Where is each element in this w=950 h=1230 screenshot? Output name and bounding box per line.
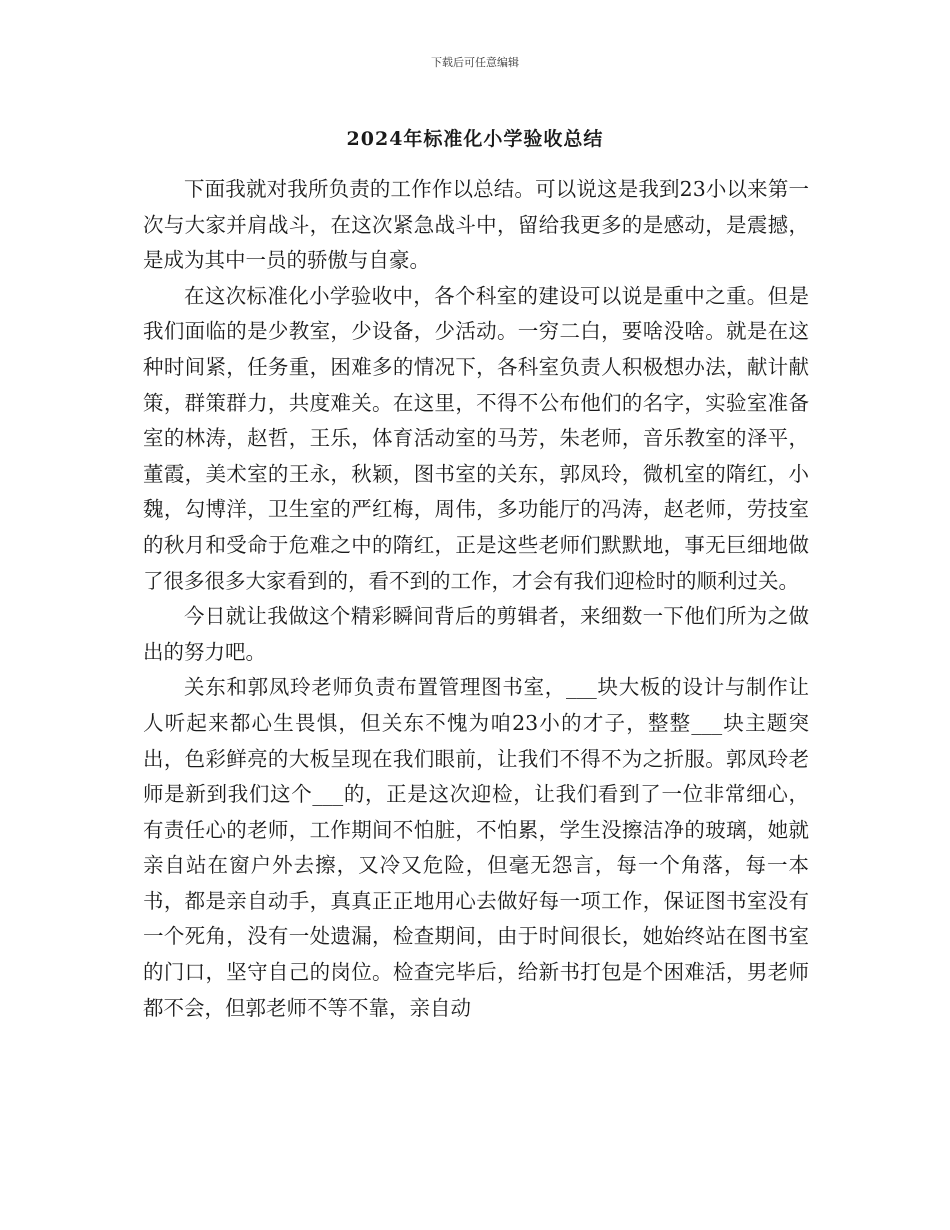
document-title: 2024年标准化小学验收总结	[346, 128, 604, 150]
paragraph-4: 关东和郭凤玲老师负责布置管理图书室，___块大板的设计与制作让人听起来都心生畏惧，但关东不愧为咱23小的才子，整整___块主题突出，色彩鲜亮的大板呈现在我们眼前，让我们不得不为之折服。郭凤玲老师是新到我们这个___的，正是这次迎检，让我们看到了一位非常细心，有责任心的老师，工作期间不怕脏，不怕累，学生没擦洁净的玻璃，她就亲自站在窗户外去擦，又冷又危险，但毫无怨言，每一个角落，每一本书，都是亲自动手，真真正正地用心去做好每一项工作，保证图书室没有一个死角，没有一处遗漏，检查期间，由于时间很长，她始终站在图书室的门口，坚守自己的岗位。检查完毕后，给新书打包是个困难活，男老师都不会，但郭老师不等不靠，亲自动	[143, 675, 809, 1020]
paragraph-1: 下面我就对我所负责的工作作以总结。可以说这是我到23小以来第一次与大家并肩战斗，在这次紧急战斗中，留给我更多的是感动，是震撼，是成为其中一员的骄傲与自豪。	[143, 177, 809, 273]
paragraph-2: 在这次标准化小学验收中，各个科室的建设可以说是重中之重。但是我们面临的是少教室，少设备，少活动。一穷二白，要啥没啥。就是在这种时间紧，任务重，困难多的情况下，各科室负责人积极想办法，献计献策，群策群力，共度难关。在这里，不得不公布他们的名字，实验室准备室的林涛，赵哲，王乐，体育活动室的马芳，朱老师，音乐教室的泽平，董霞，美术室的王永，秋颖，图书室的关东，郭凤玲，微机室的隋红，小魏，勾博洋，卫生室的严红梅，周伟，多功能厅的冯涛，赵老师，劳技室的秋月和受命于危难之中的隋红，正是这些老师们默默地，事无巨细地做了很多很多大家看到的，看不到的工作，才会有我们迎检时的顺利过关。	[143, 283, 809, 593]
paragraph-3: 今日就让我做这个精彩瞬间背后的剪辑者，来细数一下他们所为之做出的努力吧。	[143, 604, 809, 664]
page-header-note: 下载后可任意编辑	[431, 56, 519, 69]
document-body	[143, 172, 809, 1026]
